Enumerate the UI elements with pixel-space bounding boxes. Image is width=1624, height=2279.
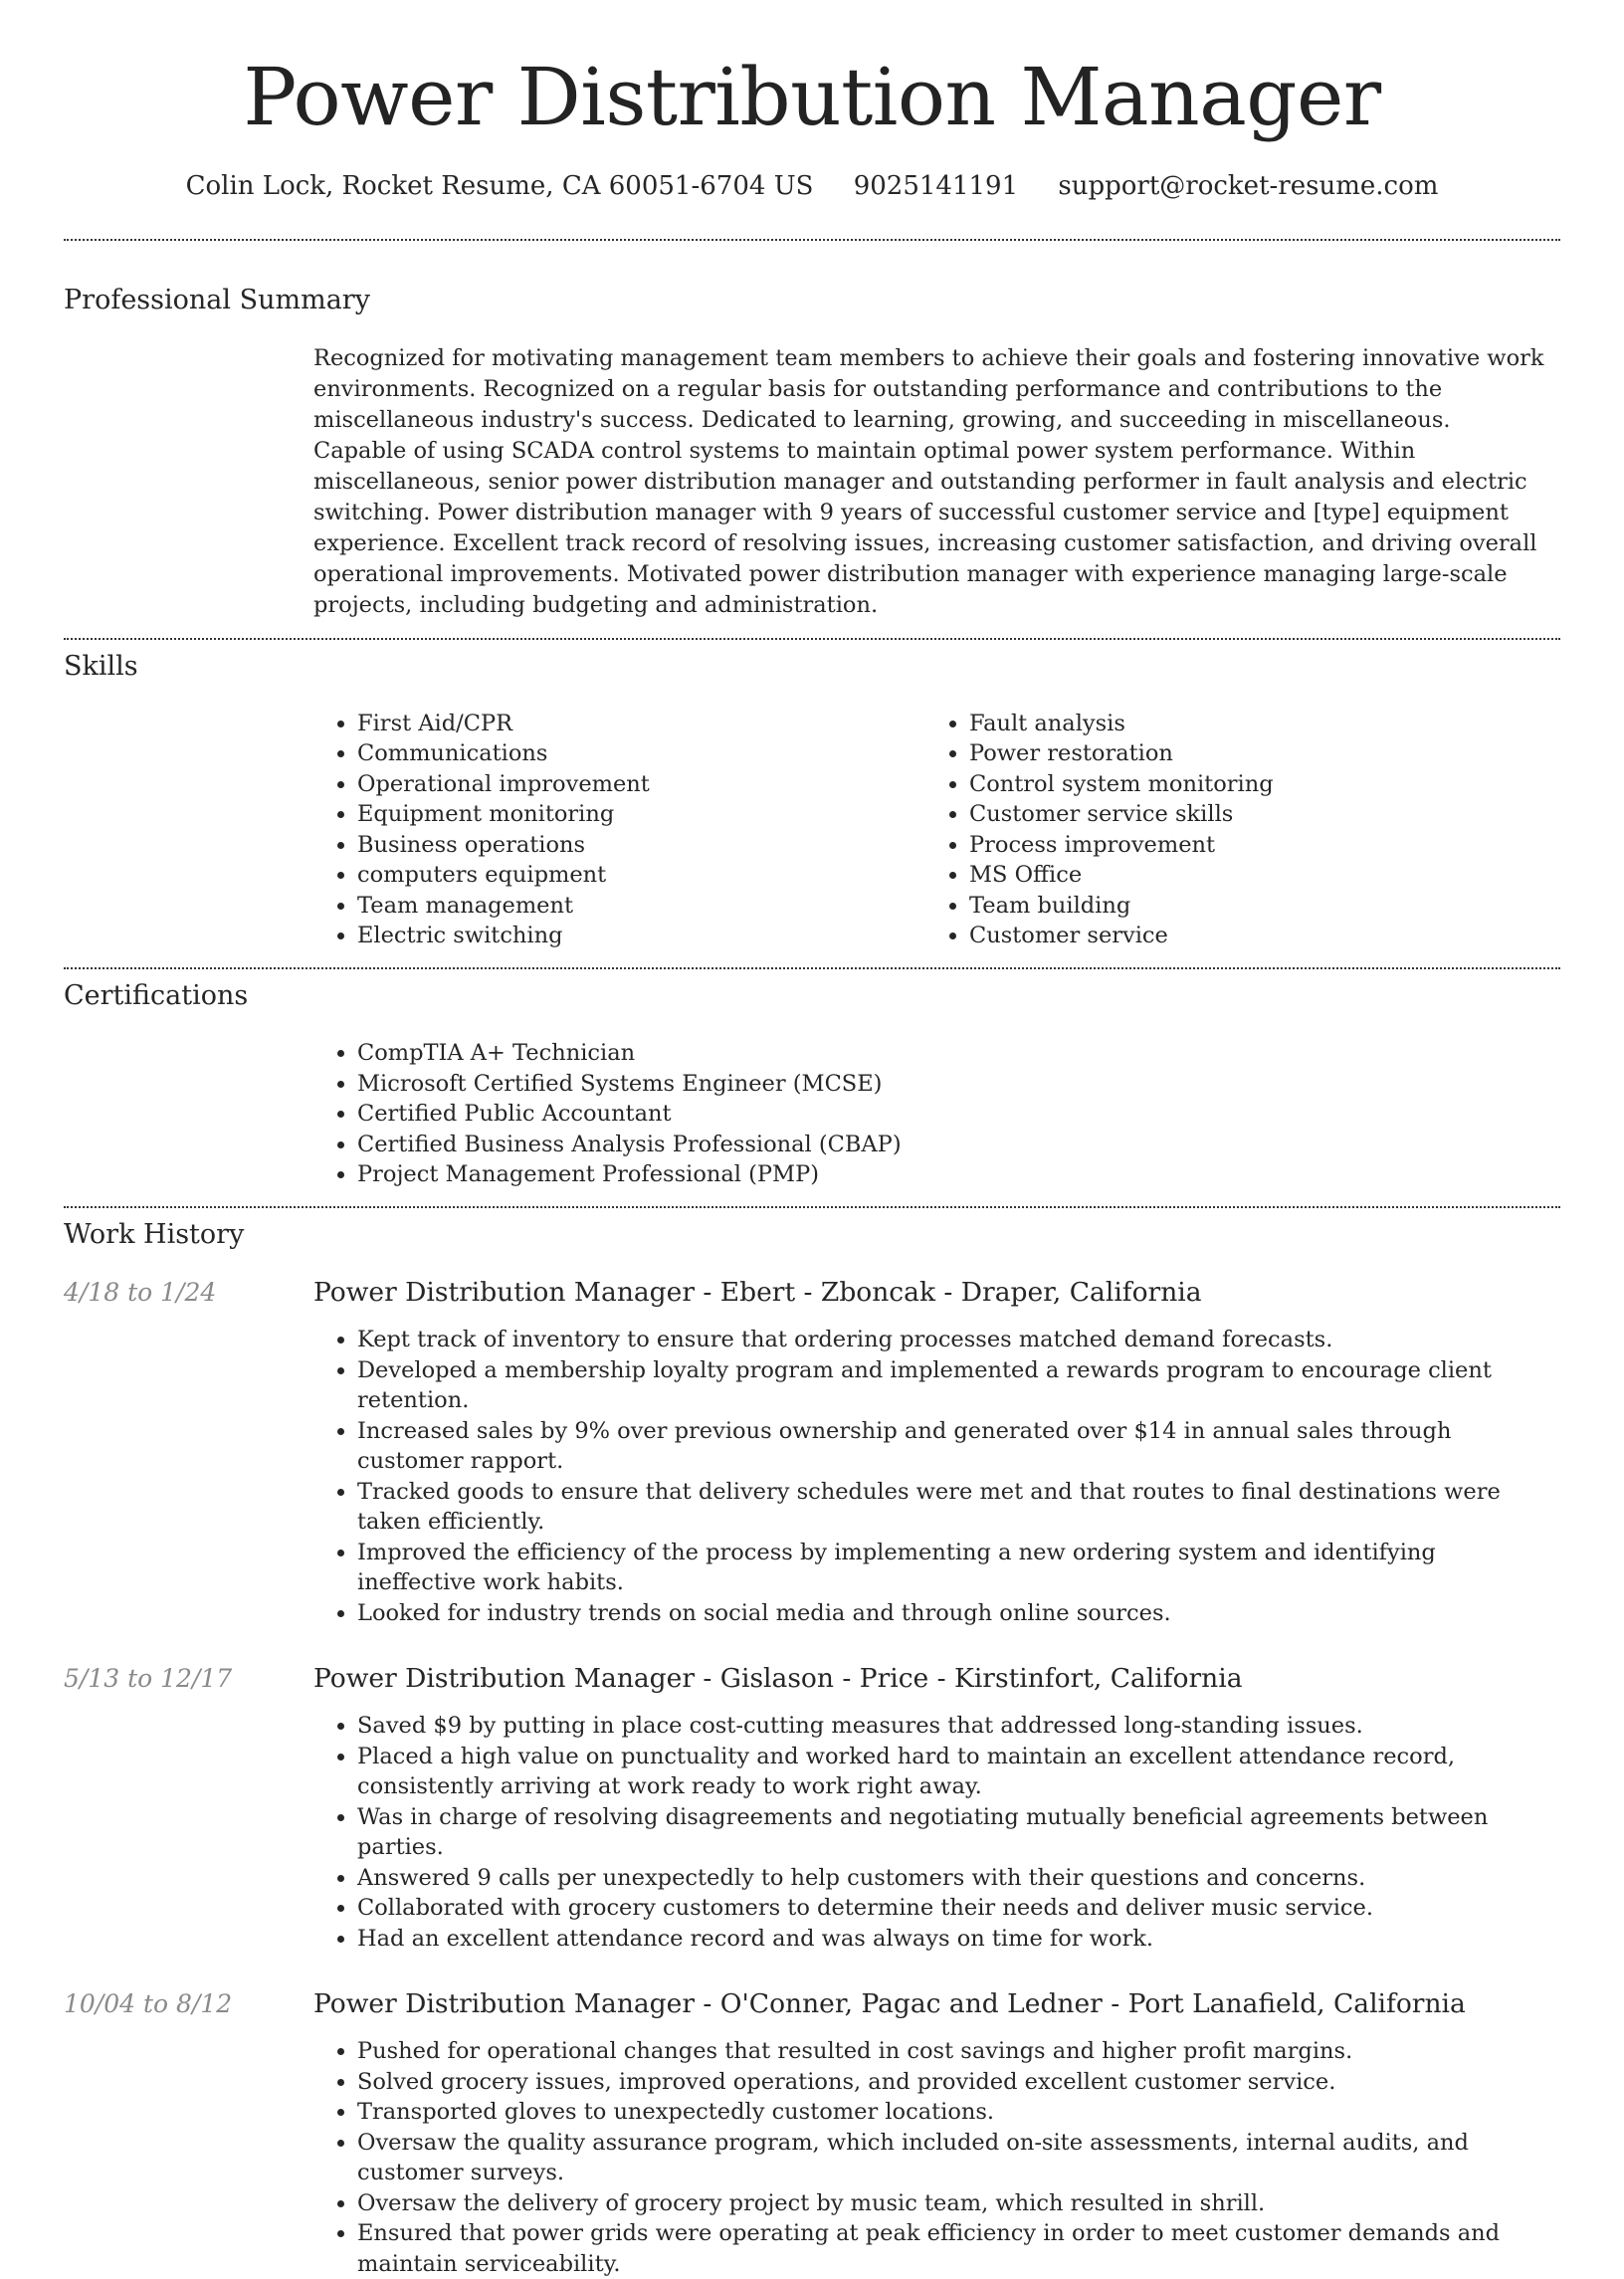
job-bullet: • Ensured that power grids were operating at peak efficiency in order to meet customer demands and maintain serviceability. [357,2218,1550,2279]
skill-item: • Electric switching [357,921,925,951]
job-bullet: • Placed a high value on punctuality and worked hard to maintain an excellent attendance record, consistently arriving at work ready to work right away. [357,1742,1550,1802]
contact-phone: 9025141191 [853,171,1019,201]
skills-list-right [925,709,1537,951]
section-title-skills: Skills [64,650,138,682]
job-title: Power Distribution Manager - Gislason - Price - Kirstinfort, California [313,1663,1243,1695]
skill-item: • Business operations [357,830,925,861]
job-entry [64,1277,1560,1628]
job-header [64,1988,1560,2019]
certifications-list [313,1038,1560,1190]
job-bullet: • Collaborated with grocery customers to determine their needs and deliver music service. [357,1893,1550,1924]
skill-item: • First Aid/CPR [357,709,925,739]
skill-item: • Team management [357,891,925,922]
job-bullet: • Transported gloves to unexpectedly customer locations. [357,2097,1550,2128]
section-title-summary: Professional Summary [64,285,370,316]
job-bullet: • Had an excellent attendance record and was always on time for work. [357,1924,1550,1955]
job-dates: 5/13 to 12/17 [64,1664,233,1694]
skill-item: • Customer service [969,921,1537,951]
job-entry [64,1988,1560,2279]
job-bullet: • Tracked goods to ensure that delivery schedules were met and that routes to final destinations were taken efficiently. [357,1477,1550,1538]
skill-item: • Operational improvement [357,769,925,800]
contact-line [64,171,1560,202]
job-title: Power Distribution Manager - O'Conner, Pagac and Ledner - Port Lanafield, California [313,1988,1466,2020]
job-title: Power Distribution Manager - Ebert - Zboncak - Draper, California [313,1277,1202,1309]
summary-section [64,241,1560,620]
job-bullet: • Improved the efficiency of the process by implementing a new ordering system and identifying ineffective work habits. [357,1538,1550,1598]
certification-item: • Certified Business Analysis Professional (CBAP) [357,1130,1560,1160]
job-bullet: • Saved $9 by putting in place cost-cutting measures that addressed long-standing issues. [357,1711,1550,1742]
job-bullet: • Solved grocery issues, improved operations, and provided excellent customer service. [357,2067,1550,2098]
certification-item: • Certified Public Accountant [357,1099,1560,1130]
certification-item: • Project Management Professional (PMP) [357,1159,1560,1190]
skill-item: • MS Office [969,860,1537,891]
skill-item: • Communications [357,738,925,769]
job-entry [64,1663,1560,1954]
job-bullet: • Looked for industry trends on social media and through online sources. [357,1598,1550,1629]
job-bullet: • Oversaw the delivery of grocery project by music team, which resulted in shrill. [357,2188,1550,2219]
job-header [64,1663,1560,1694]
resume-title: Power Distribution Manager [243,51,1381,143]
job-bullet: • Oversaw the quality assurance program, which included on-site assessments, internal audits, and customer surveys. [357,2128,1550,2188]
skill-item: • Team building [969,891,1537,922]
skill-item: • Control system monitoring [969,769,1537,800]
skills-columns [313,709,1560,951]
section-title-work-history: Work History [64,1218,245,1250]
section-title-certifications: Certifications [64,979,249,1011]
certification-item: • Microsoft Certified Systems Engineer (MCSE) [357,1069,1560,1100]
job-bullet: • Pushed for operational changes that resulted in cost savings and higher profit margins. [357,2036,1550,2067]
job-dates: 10/04 to 8/12 [64,1989,233,2019]
job-bullets [313,1711,1560,1954]
skill-item: • Power restoration [969,738,1537,769]
skills-section [64,640,1560,951]
job-bullet: • Kept track of inventory to ensure that ordering processes matched demand forecasts. [357,1325,1550,1355]
skill-item: • computers equipment [357,860,925,891]
job-header [64,1277,1560,1308]
job-bullet: • Was in charge of resolving disagreements and negotiating mutually beneficial agreements between parties. [357,1802,1550,1863]
certifications-section [64,969,1560,1190]
skill-item: • Fault analysis [969,709,1537,739]
contact-email[interactable]: support@rocket-resume.com [1058,171,1439,201]
summary-text: Recognized for motivating management team members to achieve their goals and fostering innovative work environments. Recognized on a regular basis for outstanding performance and contributions to the miscellaneous industry's success. Dedicated to learning, growing, and succeeding in miscellaneous. Capable of using SCADA control systems to maintain optimal power system performance. Within miscellaneous, senior power distribution manager and outstanding performer in fault analysis and electric switching. Power distribution manager with 9 years of successful customer service and [type] equipment experience. Excellent track record of resolving issues, increasing customer satisfaction, and driving overall operational improvements. Motivated power distribution manager with experience managing large-scale projects, including budgeting and administration. [313,344,1544,618]
job-bullets [313,2036,1560,2279]
job-bullet: • Answered 9 calls per unexpectedly to help customers with their questions and concerns. [357,1863,1550,1894]
work-history-section [64,1208,1560,2279]
job-dates: 4/18 to 1/24 [64,1278,217,1308]
job-bullets [313,1325,1560,1628]
certification-item: • CompTIA A+ Technician [357,1038,1560,1069]
skill-item: • Process improvement [969,830,1537,861]
skills-list-left [313,709,925,951]
skill-item: • Equipment monitoring [357,799,925,830]
contact-address: Colin Lock, Rocket Resume, CA 60051-6704 US [185,171,814,201]
job-bullet: • Increased sales by 9% over previous ownership and generated over $14 in annual sales through customer rapport. [357,1416,1550,1477]
job-bullet: • Developed a membership loyalty program and implemented a rewards program to encourage client retention. [357,1355,1550,1416]
skill-item: • Customer service skills [969,799,1537,830]
